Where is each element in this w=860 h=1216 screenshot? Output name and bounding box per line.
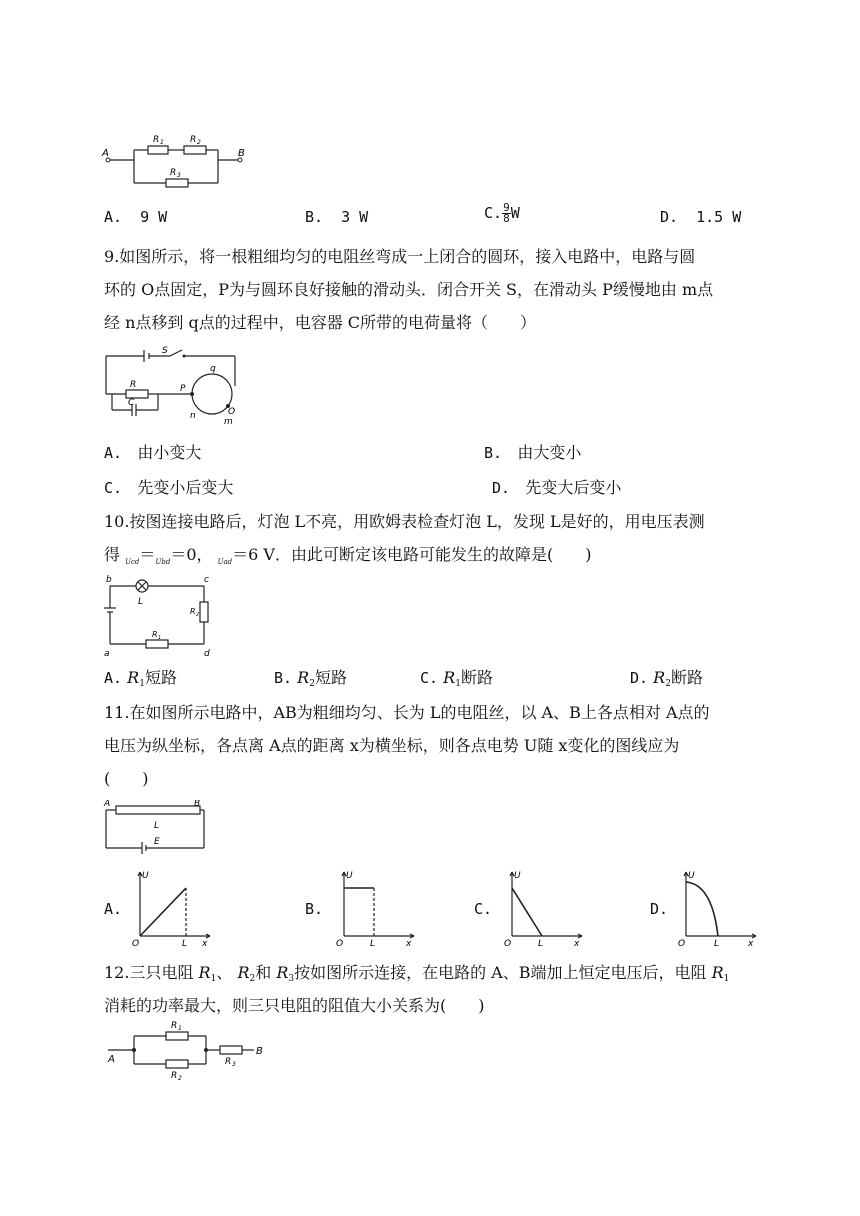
q9-option-c: C. 先变小后变大 bbox=[104, 478, 234, 497]
svg-text:U: U bbox=[346, 871, 353, 881]
q12-label-a: A bbox=[108, 1054, 115, 1065]
q11-label-b: B bbox=[194, 800, 201, 809]
q11-option-a-letter: A. bbox=[104, 900, 123, 918]
q11-stem-line-3: ( ) bbox=[104, 769, 149, 788]
q11-option-d-graph bbox=[672, 866, 762, 948]
q9-label-q: q bbox=[210, 364, 216, 374]
q11-option-b-letter: B. bbox=[305, 900, 324, 918]
q11-option-c-letter: C. bbox=[474, 900, 493, 918]
svg-text:x: x bbox=[748, 939, 754, 948]
q8-option-b: B. 3 W bbox=[305, 208, 369, 226]
svg-text:O: O bbox=[132, 939, 140, 948]
q10-stem-line-1: 10.按图连接电路后，灯泡 L不亮，用欧姆表检查灯泡 L，发现 L是好的，用电压表测 bbox=[104, 512, 705, 531]
svg-text:L: L bbox=[538, 939, 544, 948]
q9-label-c: C bbox=[128, 398, 135, 408]
q11-option-b-graph bbox=[330, 866, 420, 948]
q10-label-r2-sub: 2 bbox=[196, 612, 200, 618]
q11-option-d-letter: D. bbox=[650, 900, 669, 918]
q10-label-r2: R bbox=[190, 607, 196, 616]
svg-text:O: O bbox=[678, 939, 686, 948]
q8-label-r3: R bbox=[170, 168, 177, 178]
svg-text:L: L bbox=[182, 939, 188, 948]
q12-label-r2: R bbox=[171, 1071, 178, 1080]
svg-text:U: U bbox=[514, 871, 521, 881]
svg-text:x: x bbox=[406, 939, 412, 948]
q9-stem-line-1: 9.如图所示，将一根粗细均匀的电阻丝弯成一上闭合的圆环，接入电路中，电路与圆 bbox=[104, 247, 696, 266]
q9-stem-line-3: 经 n点移到 q点的过程中，电容器 C所带的电荷量将（ ） bbox=[104, 313, 537, 332]
q10-option-a: A. $R_1$短路 bbox=[104, 668, 177, 689]
q11-label-l: L bbox=[154, 821, 160, 831]
q8-label-a: A bbox=[102, 148, 109, 159]
svg-text:2: 2 bbox=[178, 1075, 182, 1080]
q8-label-b: B bbox=[238, 148, 245, 159]
q8-option-c-fraction: $\frac{9}{8}$ bbox=[503, 201, 510, 225]
q12-stem-line-2: 消耗的功率最大，则三只电阻的阻值大小关系为( ) bbox=[104, 996, 485, 1015]
q10-label-l: L bbox=[138, 597, 144, 607]
q9-label-m: m bbox=[224, 417, 233, 424]
q11-stem-line-1: 11.在如图所示电路中，AB为粗细均匀、长为 L的电阻丝，以 A、B上各点相对 A点的 bbox=[104, 703, 710, 722]
q9-option-d: D. 先变大后变小 bbox=[492, 478, 622, 497]
q8-option-d: D. 1.5 W bbox=[660, 208, 742, 226]
q11-label-a: A bbox=[104, 800, 111, 809]
q11-stem-line-2: 电压为纵坐标，各点离 A点的距离 x为横坐标，则各点电势 U随 x变化的图线应为 bbox=[104, 736, 680, 755]
svg-text:U: U bbox=[688, 871, 695, 881]
q9-label-r: R bbox=[130, 380, 137, 390]
svg-text:U: U bbox=[142, 871, 149, 881]
svg-text:O: O bbox=[504, 939, 512, 948]
q10-label-b: b bbox=[106, 575, 112, 585]
q11-option-c-graph bbox=[498, 866, 588, 948]
q9-label-p: P bbox=[180, 384, 186, 394]
svg-text:L: L bbox=[714, 939, 720, 948]
q10-circuit-diagram bbox=[100, 574, 220, 660]
q12-label-r3: R bbox=[225, 1057, 232, 1067]
q11-circuit-diagram bbox=[100, 800, 210, 860]
q8-label-r2: R bbox=[190, 135, 197, 145]
q10-stem-line-2: 得 $_{Ucd}=_{Ubd}=0$， $_{Uad}$＝6 V．由此可断定该电路可能发生的故障是( ) bbox=[104, 545, 592, 566]
q10-label-c: c bbox=[204, 575, 209, 585]
q8-option-a: A. 9 W bbox=[104, 208, 168, 226]
q10-option-c: C. $R_1$断路 bbox=[420, 668, 493, 689]
svg-text:1: 1 bbox=[178, 1025, 182, 1032]
q10-option-b: B. $R_2$短路 bbox=[274, 668, 347, 689]
q10-label-a: a bbox=[104, 649, 110, 659]
q9-option-b: B. 由大变小 bbox=[484, 443, 582, 462]
q12-circuit-diagram bbox=[100, 1018, 275, 1080]
svg-text:x: x bbox=[574, 939, 580, 948]
svg-text:L: L bbox=[370, 939, 376, 948]
q11-label-e: E bbox=[154, 837, 160, 847]
q8-option-c: C. $\frac{9}{8}$ W bbox=[484, 201, 520, 225]
q9-stem-line-2: 环的 O点固定，P为与圆环良好接触的滑动头．闭合开关 S，在滑动头 P缓慢地由 m点 bbox=[104, 280, 714, 299]
q9-label-o: O bbox=[228, 407, 236, 417]
q8-label-r1-sub: 1 bbox=[160, 139, 164, 146]
q8-label-r1: R bbox=[153, 135, 160, 145]
q10-option-d: D. $R_2$断路 bbox=[630, 668, 703, 689]
q12-label-b: B bbox=[256, 1046, 263, 1057]
q10-label-d: d bbox=[204, 649, 210, 659]
q12-stem-line-1: 12.三只电阻 $R_1$、 $R_2$和 $R_3$按如图所示连接，在电路的 A、B端加上恒定电压后，电阻 $R_1$ bbox=[104, 963, 730, 984]
q9-option-a: A. 由小变大 bbox=[104, 443, 202, 462]
q9-circuit-diagram bbox=[100, 342, 250, 424]
q8-label-r3-sub: 3 bbox=[177, 172, 181, 179]
q8-circuit-diagram bbox=[100, 128, 260, 190]
q10-label-r1-sub: 1 bbox=[158, 635, 162, 641]
svg-text:x: x bbox=[202, 939, 208, 948]
q10-label-r1: R bbox=[152, 630, 158, 639]
q9-label-s: S bbox=[162, 346, 168, 356]
q12-label-r1: R bbox=[171, 1021, 178, 1031]
q9-label-n: n bbox=[190, 411, 196, 421]
q8-label-r2-sub: 2 bbox=[197, 139, 201, 146]
svg-text:O: O bbox=[336, 939, 344, 948]
svg-text:3: 3 bbox=[232, 1061, 236, 1068]
q11-option-a-graph bbox=[126, 866, 216, 948]
